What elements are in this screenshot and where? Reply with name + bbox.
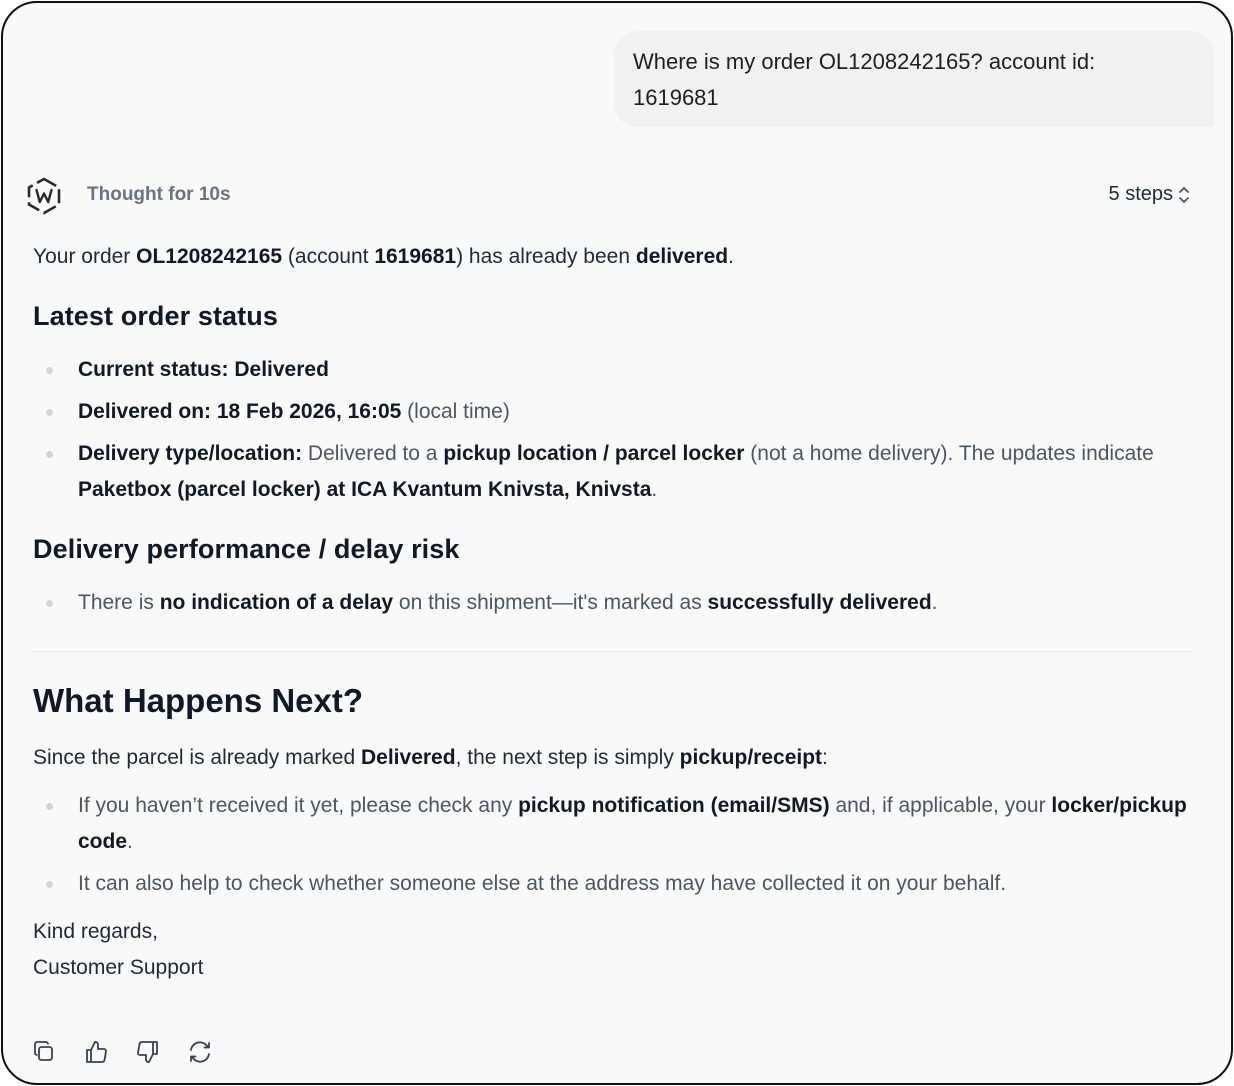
thumbs-down-icon <box>135 1039 161 1065</box>
chevron-up-down-icon <box>1177 184 1191 206</box>
steps-toggle[interactable] <box>1109 183 1191 206</box>
closing-line-2: Customer Support <box>33 956 204 979</box>
section-title-what-happens-next: What Happens Next? <box>33 682 364 719</box>
account-id: 1619681 <box>374 245 457 268</box>
next-steps-list <box>33 788 1193 902</box>
next-paragraph: Since the parcel is already marked Delivered, the next step is simply pickup/receipt: <box>33 746 828 769</box>
list-item: There is no indication of a delay on this shipment—it's marked as successfully delivered. <box>33 585 1193 621</box>
list-item: Current status: Delivered <box>33 352 1193 388</box>
regenerate-icon <box>187 1039 213 1065</box>
section-title-delivery-performance: Delivery performance / delay risk <box>33 534 460 564</box>
delay-list <box>33 585 1193 621</box>
user-message-line-1: Where is my order OL1208242165? account id: <box>633 49 1096 74</box>
thought-row <box>25 177 1195 215</box>
section-title-order-status: Latest order status <box>33 301 278 331</box>
copy-button[interactable] <box>31 1039 57 1067</box>
status-word: delivered <box>635 245 729 268</box>
thumbs-up-icon <box>83 1039 109 1065</box>
thumbs-up-button[interactable] <box>83 1039 109 1067</box>
list-item: Delivery type/location: Delivered to a pickup location / parcel locker (not a home delivery). The updates indicate Paketbox (parcel locker) at ICA Kvantum Knivsta, Knivsta. <box>33 436 1193 508</box>
list-item: If you haven’t received it yet, please check any pickup notification (email/SMS) and, if applicable, your locker/pickup code. <box>33 788 1193 860</box>
steps-label: 5 steps <box>1108 183 1173 205</box>
user-message-bubble <box>614 31 1214 127</box>
regenerate-button[interactable] <box>187 1039 213 1067</box>
section-divider <box>33 651 1191 652</box>
thumbs-down-button[interactable] <box>135 1039 161 1067</box>
intro-paragraph: Your order OL1208242165 (account 1619681) has already been delivered. <box>33 245 734 268</box>
order-status-list <box>33 352 1193 508</box>
closing-line-1: Kind regards, <box>33 920 158 943</box>
order-id: OL1208242165 <box>136 245 283 268</box>
thought-duration-label: Thought for 10s <box>87 184 231 205</box>
chat-window <box>1 1 1233 1085</box>
assistant-message <box>33 239 1193 986</box>
copy-icon <box>31 1039 57 1065</box>
list-item: It can also help to check whether someone else at the address may have collected it on your behalf. <box>33 866 1193 902</box>
assistant-logo-icon <box>25 177 63 215</box>
user-message-line-2: 1619681 <box>633 85 719 110</box>
list-item: Delivered on: 18 Feb 2026, 16:05 (local time) <box>33 394 1193 430</box>
message-actions <box>31 1039 213 1069</box>
